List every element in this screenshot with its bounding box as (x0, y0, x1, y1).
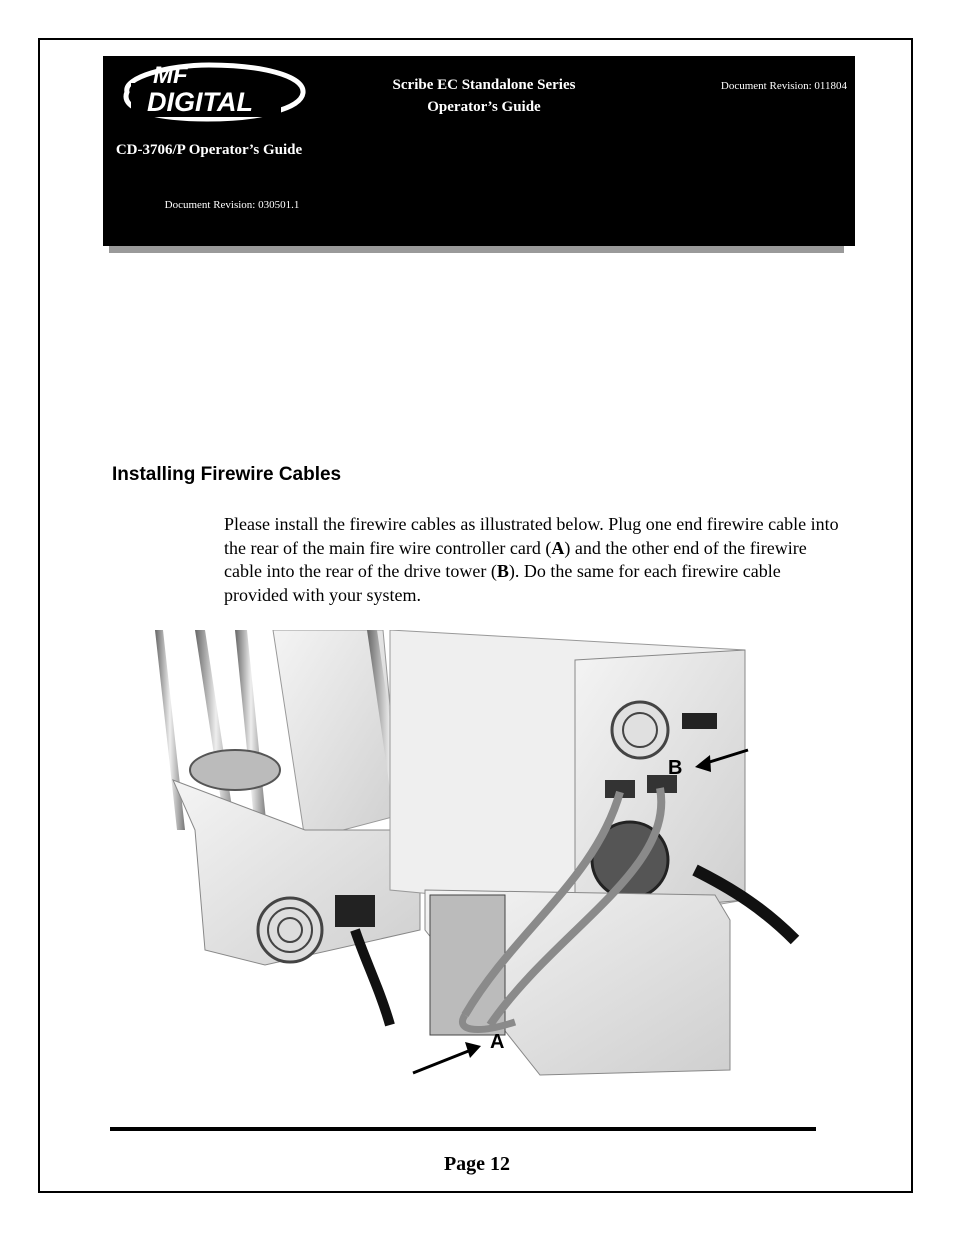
disc-stack (190, 750, 280, 790)
mf-digital-logo (109, 59, 307, 123)
body-text-part-1: Please install the firewire cables as illustrated below. Plug one end firewire cable into the rear of the main fire wire controller card ( (224, 514, 839, 558)
label-a: A (490, 1031, 505, 1053)
body-text-part-2: ) and the other end of the firewire cable into the rear of the drive tower ( (224, 537, 807, 581)
logo-text-bottom: DIGITAL (147, 87, 253, 117)
body-paragraph (224, 513, 844, 607)
switch-panel (682, 713, 717, 729)
footer-rule (110, 1127, 816, 1131)
firewire-installation-photo (155, 630, 800, 1085)
body-text-label-a: A (551, 537, 565, 558)
left-revision: Document Revision: 030501.1 (164, 199, 300, 211)
left-title: CD-3706/P Operator’s Guide (115, 142, 303, 158)
document-header (103, 56, 855, 246)
right-revision: Document Revision: 011804 (720, 80, 847, 92)
label-b: B (668, 757, 683, 779)
center-title (353, 74, 615, 118)
center-title-line2: Operator’s Guide (427, 99, 541, 115)
center-title-line1: Scribe EC Standalone Series (392, 77, 576, 93)
section-heading: Installing Firewire Cables (112, 464, 342, 485)
power-socket (335, 895, 375, 927)
logo-text-top: MF (153, 62, 188, 89)
fan-grille (612, 702, 668, 758)
page-number: Page 12 (443, 1153, 511, 1175)
body-text-label-b: B (496, 561, 509, 581)
body-text-part-3: ). Do the same for each firewire cable provided with your system. (224, 561, 781, 605)
